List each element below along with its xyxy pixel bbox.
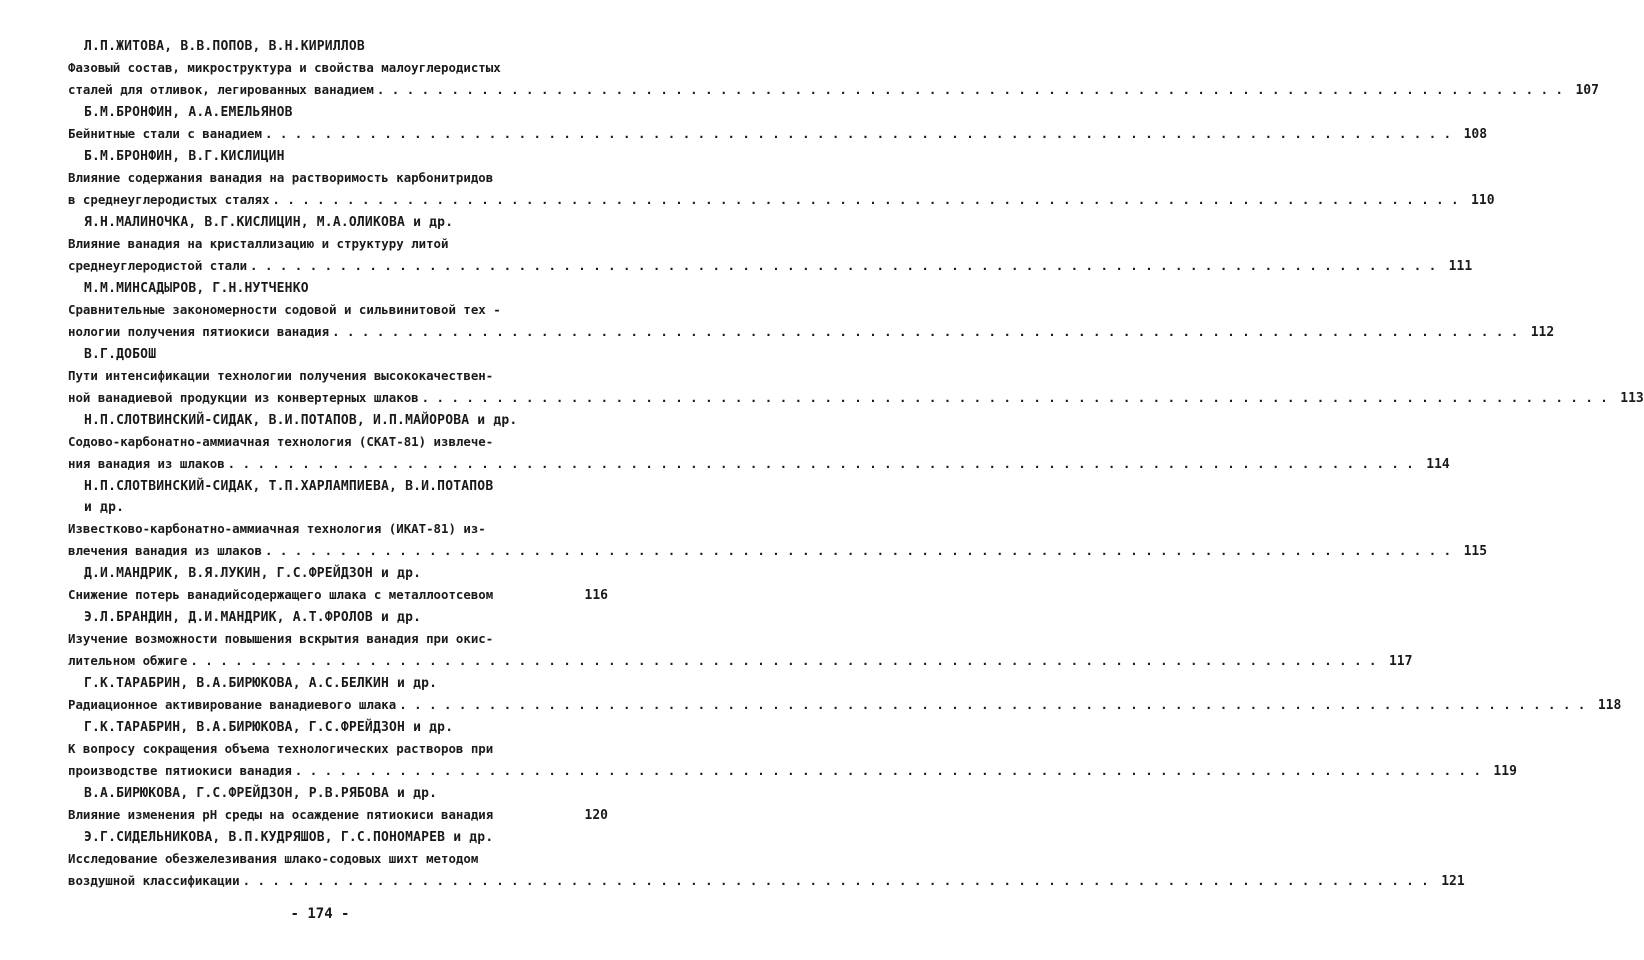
toc-entry xyxy=(68,278,1555,344)
toc-entry-last-line xyxy=(68,321,1555,344)
toc-entry-page-number: 107 xyxy=(1575,83,1599,98)
toc-entry xyxy=(68,410,1450,476)
toc-leader-dots: . . . . . . . . . . . . . . . . . . . . . . . . . . . . . . . . . . . . . . . . . . . . . . . . . . . . . . . . . . . . . . . . . . . . . . . . . . . . . . . . xyxy=(250,258,1437,273)
toc-entry-authors: М.М.МИНСАДЫРОВ, Г.Н.НУТЧЕНКО xyxy=(84,281,309,296)
toc-entry-last-line xyxy=(68,453,1450,476)
toc-entry-last-line xyxy=(68,694,1622,717)
toc-entry-title-line: воздушной классификации xyxy=(68,873,240,888)
toc-entry-title-line: Снижение потерь ванадийсодержащего шлака с металлоотсевом xyxy=(68,587,494,602)
toc-entry-title-line: К вопросу сокращения объема технологических растворов при xyxy=(68,741,494,756)
toc-entry-title-line: лительном обжиге xyxy=(68,653,188,668)
toc-leader-dots: . . . . . . . . . . . . . . . . . . . . . . . . . . . . . . . . . . . . . . . . . . . . . . . . . . . . . . . . . . . . . . . . . . . . . . . . . . . . . . . . xyxy=(264,126,1452,141)
toc-entry-authors: Э.Г.СИДЕЛЬНИКОВА, В.П.КУДРЯШОВ, Г.С.ПОНОМАРЕВ и др. xyxy=(84,830,494,845)
page-number: - 174 - xyxy=(290,906,350,922)
toc-entry-authors: Б.М.БРОНФИН, В.Г.КИСЛИЦИН xyxy=(84,149,285,164)
toc-leader-dots: . . . . . . . . . . . . . . . . . . . . . . . . . . . . . . . . . . . . . . . . . . . . . . . . . . . . . . . . . . . . . . . . . . . . . . . . . . . . . . . . xyxy=(242,873,1429,888)
toc-leader-dots: . . . . . . . . . . . . . . . . . . . . . . . . . . . . . . . . . . . . . . . . . . . . . . . . . . . . . . . . . . . . . . . . . . . . . . . . . . . . . . . . xyxy=(264,543,1452,558)
toc-entry-title-line: Бейнитные стали с ванадием xyxy=(68,126,262,141)
table-of-contents xyxy=(68,36,1644,893)
toc-leader-dots: . . . . . . . . . . . . . . . . . . . . . . . . . . . . . . . . . . . . . . . . . . . . . . . . . . . . . . . . . . . . . . . . . . . . . . . . . . . . . . . . xyxy=(190,653,1377,668)
toc-entry-authors: В.А.БИРЮКОВА, Г.С.ФРЕЙДЗОН, Р.В.РЯБОВА и др. xyxy=(84,786,438,801)
toc-entry xyxy=(68,146,1495,212)
toc-entry xyxy=(68,673,1622,717)
toc-entry-last-line xyxy=(68,79,1599,102)
toc-entry-title-line: производстве пятиокиси ванадия xyxy=(68,763,292,778)
toc-entry-authors: Н.П.СЛОТВИНСКИЙ-СИДАК, В.И.ПОТАПОВ, И.П.МАЙОРОВА и др. xyxy=(84,413,518,428)
toc-entry-page-number: 119 xyxy=(1493,764,1517,779)
toc-entry-page-number: 112 xyxy=(1530,325,1555,340)
toc-entry-page-number: 117 xyxy=(1388,654,1413,669)
toc-entry-last-line xyxy=(68,387,1644,410)
toc-entry-title-line: Радиационное активирование ванадиевого шлака xyxy=(68,697,397,712)
toc-entry-title-line: Влияние изменения рН среды на осаждение пятиокиси ванадия xyxy=(68,807,494,822)
toc-entry-title-line: сталей для отливок, легированных ванадием xyxy=(68,82,374,97)
toc-entry-title-line: ния ванадия из шлаков xyxy=(68,456,225,471)
toc-leader-dots: . . . . . . . . . . . . . . . . . . . . . . . . . . . . . . . . . . . . . . . . . . . . . . . . . . . . . . . . . . . . . . . . . . . . . . . . . . . . . . . . xyxy=(399,697,1586,712)
toc-entry-title-line: Фазовый состав, микроструктура и свойства малоуглеродистых xyxy=(68,60,501,75)
toc-entry-last-line xyxy=(68,870,1465,893)
toc-leader-dots: . . . . . . . . . . . . . . . . . . . . . . . . . . . . . . . . . . . . . . . . . . . . . . . . . . . . . . . . . . . . . . . . . . . . . . . . . . . . . . . . xyxy=(227,456,1414,471)
toc-entry xyxy=(68,36,1599,102)
toc-entry-title-line: влечения ванадия из шлаков xyxy=(68,543,262,558)
toc-entry-title-line: Влияние содержания ванадия на растворимость карбонитридов xyxy=(68,170,494,185)
toc-entry-authors: В.Г.ДОБОШ xyxy=(84,347,157,362)
toc-entry xyxy=(68,783,608,827)
toc-entry-title-line: Известково-карбонатно-аммиачная технология (ИКАТ-81) из- xyxy=(68,521,486,536)
toc-entry-authors: Б.М.БРОНФИН, А.А.ЕМЕЛЬЯНОВ xyxy=(84,105,293,120)
toc-entry-last-line xyxy=(68,584,608,607)
toc-entry-authors: Н.П.СЛОТВИНСКИЙ-СИДАК, Т.П.ХАРЛАМПИЕВА, В.И.ПОТАПОВ xyxy=(84,479,494,494)
toc-entry-last-line xyxy=(68,123,1488,146)
toc-entry-authors: Д.И.МАНДРИК, В.Я.ЛУКИН, Г.С.ФРЕЙДЗОН и др. xyxy=(84,566,422,581)
toc-entry-title-line: ной ванадиевой продукции из конвертерных шлаков xyxy=(68,390,419,405)
toc-entry-last-line xyxy=(68,760,1517,783)
toc-entry xyxy=(68,476,1488,563)
toc-entry-title-line: Изучение возможности повышения вскрытия ванадия при окис- xyxy=(68,631,494,646)
toc-entry-last-line xyxy=(68,804,608,827)
toc-entry-title-line: среднеуглеродистой стали xyxy=(68,258,248,273)
toc-entry-title-line: Исследование обезжелезивания шлако-содовых шихт методом xyxy=(68,851,479,866)
toc-entry xyxy=(68,563,608,607)
toc-entry-authors: Г.К.ТАРАБРИН, В.А.БИРЮКОВА, Г.С.ФРЕЙДЗОН и др. xyxy=(84,720,454,735)
toc-entry xyxy=(68,607,1413,673)
toc-entry-authors: Э.Л.БРАНДИН, Д.И.МАНДРИК, А.Т.ФРОЛОВ и др. xyxy=(84,610,422,625)
toc-entry xyxy=(68,212,1473,278)
toc-entry-title-line: нологии получения пятиокиси ванадия xyxy=(68,324,330,339)
toc-entry-title-line: Сравнительные закономерности содовой и сильвинитовой тех - xyxy=(68,302,501,317)
toc-entry-page-number: 121 xyxy=(1441,874,1465,889)
toc-entry xyxy=(68,344,1644,410)
toc-entry-page-number: 113 xyxy=(1620,391,1644,406)
toc-leader-dots: . . . . . . . . . . . . . . . . . . . . . . . . . . . . . . . . . . . . . . . . . . . . . . . . . . . . . . . . . . . . . . . . . . . . . . . . . . . . . . . . xyxy=(376,82,1563,97)
toc-entry-page-number: 118 xyxy=(1597,698,1622,713)
toc-leader-dots: . . . . . . . . . . . . . . . . . . . . . . . . . . . . . . . . . . . . . . . . . . . . . . . . . . . . . . . . . . . . . . . . . . . . . . . . . . . . . . . . xyxy=(421,390,1608,405)
toc-leader-dots: . . . . . . . . . . . . . . . . . . . . . . . . . . . . . . . . . . . . . . . . . . . . . . . . . . . . . . . . . . . . . . . . . . . . . . . . . . . . . . . . xyxy=(332,324,1519,339)
toc-entry xyxy=(68,102,1488,146)
toc-leader-dots: . . . . . . . . . . . . . . . . . . . . . . . . . . . . . . . . . . . . . . . . . . . . . . . . . . . . . . . . . . . . . . . . . . . . . . . . . . . . . . . . xyxy=(294,763,1481,778)
toc-entry-authors: и др. xyxy=(84,500,125,515)
toc-entry-title-line: Пути интенсификации технологии получения высококачествен- xyxy=(68,368,494,383)
toc-entry-page-number: 108 xyxy=(1463,127,1488,142)
toc-entry-page-number: 120 xyxy=(584,808,608,823)
toc-entry-title-line: в среднеуглеродистых сталях xyxy=(68,192,270,207)
toc-entry-authors: Л.П.ЖИТОВА, В.В.ПОПОВ, В.Н.КИРИЛЛОВ xyxy=(84,39,365,54)
toc-entry-authors: Г.К.ТАРАБРИН, В.А.БИРЮКОВА, А.С.БЕЛКИН и др. xyxy=(84,676,438,691)
toc-entry-authors: Я.Н.МАЛИНОЧКА, В.Г.КИСЛИЦИН, М.А.ОЛИКОВА и др. xyxy=(84,215,454,230)
toc-entry-page-number: 111 xyxy=(1448,259,1473,274)
toc-entry-last-line xyxy=(68,189,1495,212)
toc-entry-page-number: 110 xyxy=(1471,193,1495,208)
toc-entry xyxy=(68,827,1465,893)
toc-entry-last-line xyxy=(68,650,1413,673)
toc-entry xyxy=(68,717,1517,783)
toc-entry-title-line: Содово-карбонатно-аммиачная технология (СКАТ-81) извлече- xyxy=(68,434,494,449)
toc-entry-last-line xyxy=(68,540,1488,563)
toc-entry-title-line: Влияние ванадия на кристаллизацию и структуру литой xyxy=(68,236,449,251)
toc-entry-last-line xyxy=(68,255,1473,278)
toc-entry-page-number: 115 xyxy=(1463,544,1488,559)
toc-entry-page-number: 116 xyxy=(584,588,608,603)
toc-entry-page-number: 114 xyxy=(1426,457,1450,472)
toc-leader-dots: . . . . . . . . . . . . . . . . . . . . . . . . . . . . . . . . . . . . . . . . . . . . . . . . . . . . . . . . . . . . . . . . . . . . . . . . . . . . . . . . xyxy=(272,192,1459,207)
